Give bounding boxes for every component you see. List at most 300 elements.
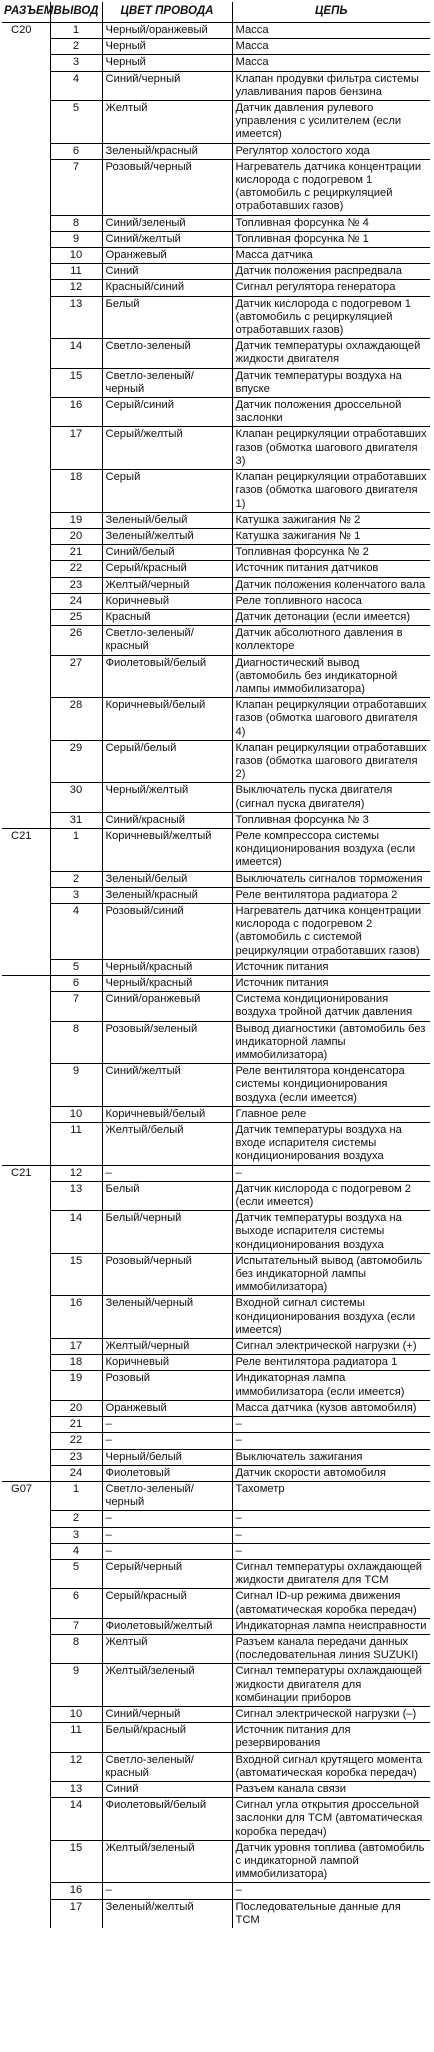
wire-color-cell: –: [102, 1511, 232, 1527]
wire-color-cell: Светло-зеленый/черный: [102, 368, 232, 397]
wire-color-cell: Красный: [102, 609, 232, 625]
wire-color-cell: Белый/красный: [102, 1723, 232, 1752]
connector-cell: [2, 887, 50, 903]
circuit-cell: Датчик температуры воздуха на входе испарителя системы кондиционирования воздуха: [232, 1123, 430, 1166]
wire-color-cell: –: [102, 1417, 232, 1433]
pin-cell: 6: [50, 976, 102, 992]
connector-cell: [2, 1527, 50, 1543]
pin-cell: 21: [50, 1417, 102, 1433]
connector-cell: [2, 561, 50, 577]
connector-cell: [2, 1706, 50, 1722]
circuit-cell: Индикаторная лампа неисправности: [232, 1618, 430, 1634]
pin-cell: 1: [50, 1481, 102, 1510]
circuit-cell: Нагреватель датчика концентрации кислорода с подогревом 2 (автомобиль с системой рециркуляции отработавших газов): [232, 903, 430, 959]
connector-cell: [2, 626, 50, 655]
pin-cell: 9: [50, 1664, 102, 1707]
wire-color-cell: Зеленый/желтый: [102, 1899, 232, 1928]
table-row: [2, 1400, 430, 1416]
table-row: [2, 296, 430, 339]
table-row: [2, 1840, 430, 1883]
connector-cell: [2, 1417, 50, 1433]
circuit-cell: Масса: [232, 39, 430, 55]
pin-cell: 3: [50, 1527, 102, 1543]
wire-color-cell: Синий/белый: [102, 545, 232, 561]
wire-color-cell: Серый/синий: [102, 398, 232, 427]
table-row: [2, 1798, 430, 1841]
wire-color-cell: Зеленый/красный: [102, 143, 232, 159]
circuit-cell: Система кондиционирования воздуха тройной датчик давления: [232, 992, 430, 1021]
wire-color-cell: Серый: [102, 470, 232, 513]
table-row: [2, 1296, 430, 1339]
pin-cell: 16: [50, 1296, 102, 1339]
table-row: [2, 903, 430, 959]
pin-cell: 6: [50, 143, 102, 159]
wire-color-cell: Желтый/зеленый: [102, 1664, 232, 1707]
table-row: [2, 626, 430, 655]
table-row: [2, 143, 430, 159]
wire-color-cell: Серый/белый: [102, 740, 232, 783]
circuit-cell: Катушка зажигания № 1: [232, 528, 430, 544]
connector-cell: [2, 655, 50, 698]
circuit-cell: Диагностический вывод (автомобиль без индикаторной лампы иммобилизатора): [232, 655, 430, 698]
circuit-cell: Реле вентилятора конденсатора системы кондиционирования воздуха (если имеется): [232, 1064, 430, 1107]
wire-color-cell: Серый/желтый: [102, 427, 232, 470]
wire-color-cell: Светло-зеленый/красный: [102, 626, 232, 655]
pin-cell: 5: [50, 959, 102, 975]
wire-color-cell: Коричневый: [102, 593, 232, 609]
table-row: [2, 470, 430, 513]
wire-color-cell: Коричневый/желтый: [102, 828, 232, 871]
connector-cell: [2, 1618, 50, 1634]
connector-cell: [2, 296, 50, 339]
pin-cell: 12: [50, 1165, 102, 1181]
circuit-cell: Сигнал температуры охлаждающей жидкости двигателя для комбинации приборов: [232, 1664, 430, 1707]
table-row: [2, 280, 430, 296]
table-row: [2, 1511, 430, 1527]
table-row: [2, 783, 430, 812]
pin-cell: 17: [50, 427, 102, 470]
connector-label: G07: [11, 1482, 33, 1495]
wire-color-cell: Синий: [102, 264, 232, 280]
wire-color-cell: Желтый: [102, 1634, 232, 1663]
connector-cell: [2, 1400, 50, 1416]
circuit-cell: Сигнал электрической нагрузки (–): [232, 1706, 430, 1722]
connector-cell: [2, 1511, 50, 1527]
wire-color-cell: Розовый/зеленый: [102, 1021, 232, 1064]
wire-color-cell: Черный/желтый: [102, 783, 232, 812]
connector-cell: [2, 215, 50, 231]
table-row: [2, 959, 430, 975]
pin-cell: 8: [50, 215, 102, 231]
wire-color-cell: Черный/оранжевый: [102, 23, 232, 39]
wire-color-cell: Розовый/синий: [102, 903, 232, 959]
connector-cell: [2, 1589, 50, 1618]
wire-color-cell: Белый: [102, 1181, 232, 1210]
pin-cell: 24: [50, 593, 102, 609]
wire-color-cell: Желтый/зеленый: [102, 1840, 232, 1883]
circuit-cell: Последовательные данные для TCM: [232, 1899, 430, 1928]
header-circuit: ЦЕПЬ: [232, 2, 430, 23]
connector-cell: [2, 1840, 50, 1883]
pin-cell: 9: [50, 1064, 102, 1107]
pin-cell: 5: [50, 1559, 102, 1588]
wire-color-cell: Оранжевый: [102, 1400, 232, 1416]
circuit-cell: –: [232, 1433, 430, 1449]
pin-cell: 10: [50, 248, 102, 264]
table-row: [2, 427, 430, 470]
connector-cell: [2, 828, 50, 871]
connector-label: C21: [11, 829, 32, 842]
circuit-cell: Топливная форсунка № 3: [232, 812, 430, 828]
wire-color-cell: Светло-зеленый/черный: [102, 1481, 232, 1510]
table-row: [2, 1723, 430, 1752]
wire-color-cell: Зеленый/красный: [102, 887, 232, 903]
circuit-cell: Топливная форсунка № 1: [232, 231, 430, 247]
connector-cell: [2, 339, 50, 368]
table-row: [2, 577, 430, 593]
pin-cell: 29: [50, 740, 102, 783]
circuit-cell: Источник питания датчиков: [232, 561, 430, 577]
connector-cell: [2, 512, 50, 528]
wire-color-cell: Фиолетовый/желтый: [102, 1618, 232, 1634]
table-row: [2, 1433, 430, 1449]
wire-color-cell: Коричневый/белый: [102, 1106, 232, 1122]
circuit-cell: Реле топливного насоса: [232, 593, 430, 609]
circuit-cell: Датчик скорости автомобиля: [232, 1465, 430, 1481]
table-row: [2, 23, 430, 39]
wire-color-cell: Фиолетовый/белый: [102, 655, 232, 698]
wire-color-cell: Синий/зеленый: [102, 215, 232, 231]
table-row: [2, 1123, 430, 1166]
pin-cell: 27: [50, 655, 102, 698]
wire-color-cell: Желтый: [102, 101, 232, 144]
table-row: [2, 231, 430, 247]
pin-cell: 2: [50, 1511, 102, 1527]
connector-cell: [2, 783, 50, 812]
connector-label: C20: [11, 24, 32, 36]
circuit-cell: Датчик давления рулевого управления с усилителем (если имеется): [232, 101, 430, 144]
pin-cell: 1: [50, 828, 102, 871]
wire-color-cell: Светло-зеленый: [102, 339, 232, 368]
connector-cell: [2, 1634, 50, 1663]
pin-cell: 14: [50, 1211, 102, 1254]
table-row: [2, 655, 430, 698]
wire-color-cell: Коричневый: [102, 1355, 232, 1371]
table-row: [2, 55, 430, 71]
wire-color-cell: Розовый/черный: [102, 1253, 232, 1296]
table-row: [2, 976, 430, 992]
wire-color-cell: Черный/белый: [102, 1449, 232, 1465]
connector-cell: [2, 976, 50, 992]
table-header: [2, 2, 430, 23]
table-row: [2, 1527, 430, 1543]
wire-color-cell: Зеленый/белый: [102, 512, 232, 528]
pin-cell: 8: [50, 1021, 102, 1064]
circuit-cell: Испытательный вывод (автомобиль без индикаторной лампы иммобилизатора): [232, 1253, 430, 1296]
wire-color-cell: Черный: [102, 55, 232, 71]
table-row: [2, 740, 430, 783]
pin-cell: 7: [50, 992, 102, 1021]
connector-cell: [2, 1253, 50, 1296]
connector-cell: [2, 545, 50, 561]
connector-cell: [2, 1723, 50, 1752]
table-row: [2, 698, 430, 741]
circuit-cell: Масса: [232, 55, 430, 71]
connector-cell: [2, 1371, 50, 1400]
table-row: [2, 1371, 430, 1400]
circuit-cell: –: [232, 1543, 430, 1559]
circuit-cell: Нагреватель датчика концентрации кислорода с подогревом 1 (автомобиль с рециркуляцией отработавших газов): [232, 159, 430, 215]
pin-cell: 10: [50, 1106, 102, 1122]
table-row: [2, 1106, 430, 1122]
circuit-cell: Датчик кислорода с подогревом 1 (автомобиль с рециркуляцией отработавших газов): [232, 296, 430, 339]
connector-cell: [2, 1899, 50, 1928]
wire-color-cell: Черный/красный: [102, 976, 232, 992]
connector-cell: [2, 1021, 50, 1064]
pin-cell: 4: [50, 903, 102, 959]
pin-cell: 9: [50, 231, 102, 247]
circuit-cell: Главное реле: [232, 1106, 430, 1122]
table-row: [2, 248, 430, 264]
circuit-cell: Датчик положения дроссельной заслонки: [232, 398, 430, 427]
wire-color-cell: Светло-зеленый/красный: [102, 1752, 232, 1781]
header-row: [2, 2, 430, 23]
pin-cell: 23: [50, 577, 102, 593]
connector-cell: [2, 1181, 50, 1210]
table-row: [2, 398, 430, 427]
connector-cell: [2, 992, 50, 1021]
table-row: [2, 1883, 430, 1899]
pin-cell: 17: [50, 1899, 102, 1928]
connector-cell: [2, 159, 50, 215]
table-row: [2, 871, 430, 887]
wire-color-cell: Желтый/белый: [102, 1123, 232, 1166]
pin-cell: 4: [50, 71, 102, 100]
circuit-cell: Топливная форсунка № 2: [232, 545, 430, 561]
circuit-cell: Выключатель зажигания: [232, 1449, 430, 1465]
table-row: [2, 528, 430, 544]
connector-cell: [2, 1355, 50, 1371]
wire-color-cell: –: [102, 1883, 232, 1899]
pin-cell: 20: [50, 528, 102, 544]
circuit-cell: Реле вентилятора радиатора 1: [232, 1355, 430, 1371]
circuit-cell: –: [232, 1883, 430, 1899]
connector-cell: [2, 1449, 50, 1465]
header-wire-color: ЦВЕТ ПРОВОДА: [102, 2, 232, 23]
connector-cell: [2, 101, 50, 144]
connector-cell: [2, 609, 50, 625]
table-row: [2, 1181, 430, 1210]
pinout-table: [2, 2, 430, 1928]
pin-cell: 23: [50, 1449, 102, 1465]
circuit-cell: Масса датчика: [232, 248, 430, 264]
connector-cell: [2, 398, 50, 427]
wire-color-cell: –: [102, 1165, 232, 1181]
wire-color-cell: Зеленый/черный: [102, 1296, 232, 1339]
connector-cell: [2, 1064, 50, 1107]
pin-cell: 13: [50, 1181, 102, 1210]
table-row: [2, 1165, 430, 1181]
pin-cell: 18: [50, 470, 102, 513]
table-row: [2, 1339, 430, 1355]
wire-color-cell: Желтый/черный: [102, 1339, 232, 1355]
wire-color-cell: Синий/черный: [102, 1706, 232, 1722]
table-row: [2, 264, 430, 280]
pin-cell: 22: [50, 561, 102, 577]
pin-cell: 1: [50, 23, 102, 39]
connector-cell: [2, 528, 50, 544]
pin-cell: 26: [50, 626, 102, 655]
circuit-cell: Масса: [232, 23, 430, 39]
wire-color-cell: Синий/красный: [102, 812, 232, 828]
connector-cell: [2, 1465, 50, 1481]
circuit-cell: –: [232, 1165, 430, 1181]
connector-cell: [2, 698, 50, 741]
circuit-cell: Клапан продувки фильтра системы улавливания паров бензина: [232, 71, 430, 100]
wire-color-cell: Белый/черный: [102, 1211, 232, 1254]
circuit-cell: Датчик температуры воздуха на впуске: [232, 368, 430, 397]
connector-cell: [2, 1559, 50, 1588]
connector-cell: [2, 593, 50, 609]
wire-color-cell: Черный: [102, 39, 232, 55]
table-row: [2, 1253, 430, 1296]
wire-color-cell: Желтый/черный: [102, 577, 232, 593]
wire-color-cell: Фиолетовый/белый: [102, 1798, 232, 1841]
pin-cell: 18: [50, 1355, 102, 1371]
table-row: [2, 1899, 430, 1928]
connector-cell: [2, 1781, 50, 1797]
table-row: [2, 1706, 430, 1722]
connector-cell: [2, 1339, 50, 1355]
circuit-cell: Датчик уровня топлива (автомобиль с индикаторной лампой иммобилизатора): [232, 1840, 430, 1883]
circuit-cell: Клапан рециркуляции отработавших газов (обмотка шагового двигателя 2): [232, 740, 430, 783]
pin-cell: 14: [50, 339, 102, 368]
table-row: [2, 828, 430, 871]
circuit-cell: Датчик температуры воздуха на выходе испарителя системы кондиционирования воздуха: [232, 1211, 430, 1254]
circuit-cell: –: [232, 1417, 430, 1433]
circuit-cell: Датчик абсолютного давления в коллекторе: [232, 626, 430, 655]
circuit-cell: Источник питания: [232, 959, 430, 975]
connector-cell: [2, 1165, 50, 1181]
pin-cell: 13: [50, 296, 102, 339]
pin-cell: 17: [50, 1339, 102, 1355]
circuit-cell: Входной сигнал крутящего момента (автоматическая коробка передач): [232, 1752, 430, 1781]
pin-cell: 10: [50, 1706, 102, 1722]
table-row: [2, 545, 430, 561]
wire-color-cell: –: [102, 1543, 232, 1559]
table-row: [2, 1589, 430, 1618]
table-row: [2, 1543, 430, 1559]
wire-color-cell: Синий/желтый: [102, 1064, 232, 1107]
circuit-cell: Входной сигнал системы кондиционирования воздуха (если имеется): [232, 1296, 430, 1339]
connector-cell: [2, 959, 50, 975]
table-row: [2, 609, 430, 625]
connector-cell: [2, 740, 50, 783]
table-row: [2, 1417, 430, 1433]
pin-cell: 16: [50, 398, 102, 427]
circuit-cell: Датчик температуры охлаждающей жидкости двигателя: [232, 339, 430, 368]
circuit-cell: Выключатель сигналов торможения: [232, 871, 430, 887]
pin-cell: 3: [50, 55, 102, 71]
pin-cell: 24: [50, 1465, 102, 1481]
table-row: [2, 1355, 430, 1371]
pin-cell: 19: [50, 1371, 102, 1400]
wire-color-cell: Розовый: [102, 1371, 232, 1400]
circuit-cell: Датчик кислорода с подогревом 2 (если имеется): [232, 1181, 430, 1210]
pin-cell: 15: [50, 1840, 102, 1883]
wire-color-cell: Белый: [102, 296, 232, 339]
table-row: [2, 159, 430, 215]
circuit-cell: Клапан рециркуляции отработавших газов (обмотка шагового двигателя 1): [232, 470, 430, 513]
circuit-cell: Выключатель пуска двигателя (сигнал пуска двигателя): [232, 783, 430, 812]
wire-color-cell: Зеленый/белый: [102, 871, 232, 887]
circuit-cell: Сигнал ID-up режима движения (автоматическая коробка передач): [232, 1589, 430, 1618]
wire-color-cell: Серый/красный: [102, 561, 232, 577]
table-row: [2, 1634, 430, 1663]
circuit-cell: Катушка зажигания № 2: [232, 512, 430, 528]
wire-color-cell: Синий/черный: [102, 71, 232, 100]
wire-color-cell: Черный/красный: [102, 959, 232, 975]
pin-cell: 11: [50, 264, 102, 280]
pin-cell: 19: [50, 512, 102, 528]
pin-cell: 15: [50, 368, 102, 397]
table-row: [2, 368, 430, 397]
circuit-cell: Датчик положения коленчатого вала: [232, 577, 430, 593]
pin-cell: 8: [50, 1634, 102, 1663]
connector-label: C21: [11, 1166, 32, 1179]
circuit-cell: Сигнал регулятора генератора: [232, 280, 430, 296]
connector-cell: [2, 1664, 50, 1707]
circuit-cell: Реле компрессора системы кондиционирования воздуха (если имеется): [232, 828, 430, 871]
wire-color-cell: –: [102, 1433, 232, 1449]
table-row: [2, 561, 430, 577]
circuit-cell: Источник питания: [232, 976, 430, 992]
table-row: [2, 1021, 430, 1064]
connector-cell: [2, 871, 50, 887]
pin-cell: 2: [50, 39, 102, 55]
connector-cell: [2, 39, 50, 55]
table-row: [2, 887, 430, 903]
circuit-cell: Сигнал угла открытия дроссельной заслонки для TCM (автоматическая коробка передач): [232, 1798, 430, 1841]
connector-cell: [2, 248, 50, 264]
table-row: [2, 1064, 430, 1107]
table-row: [2, 1752, 430, 1781]
circuit-cell: Клапан рециркуляции отработавших газов (обмотка шагового двигателя 4): [232, 698, 430, 741]
circuit-cell: Реле вентилятора радиатора 2: [232, 887, 430, 903]
circuit-cell: Сигнал температуры охлаждающей жидкости двигателя для TCM: [232, 1559, 430, 1588]
pin-cell: 3: [50, 887, 102, 903]
pin-cell: 16: [50, 1883, 102, 1899]
pin-cell: 13: [50, 1781, 102, 1797]
pin-cell: 14: [50, 1798, 102, 1841]
table-row: [2, 1618, 430, 1634]
wire-color-cell: Розовый/черный: [102, 159, 232, 215]
circuit-cell: Топливная форсунка № 4: [232, 215, 430, 231]
connector-cell: [2, 1211, 50, 1254]
circuit-cell: Разъем канала передачи данных (последовательная линия SUZUKI): [232, 1634, 430, 1663]
pin-cell: 12: [50, 280, 102, 296]
pin-cell: 25: [50, 609, 102, 625]
pin-cell: 2: [50, 871, 102, 887]
wire-color-cell: Синий/оранжевый: [102, 992, 232, 1021]
circuit-cell: Датчик положения распредвала: [232, 264, 430, 280]
connector-cell: [2, 1752, 50, 1781]
pin-cell: 21: [50, 545, 102, 561]
pin-cell: 15: [50, 1253, 102, 1296]
circuit-cell: –: [232, 1527, 430, 1543]
circuit-cell: Источник питания для резервирования: [232, 1723, 430, 1752]
connector-cell: [2, 264, 50, 280]
